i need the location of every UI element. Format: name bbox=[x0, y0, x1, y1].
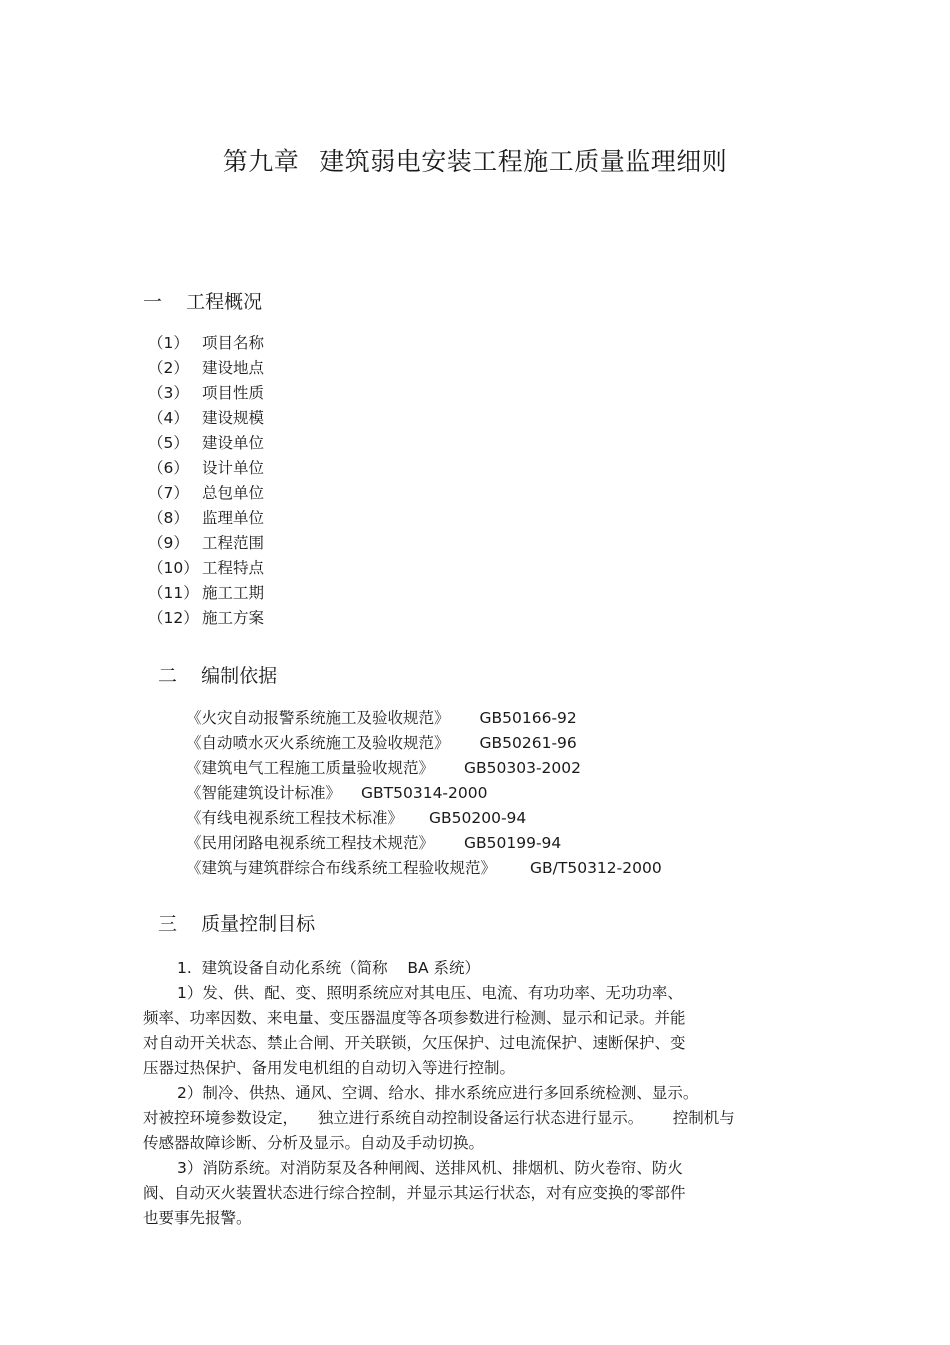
section-heading-overview bbox=[143, 287, 262, 314]
standard-reference bbox=[186, 731, 577, 753]
item-number: （6） bbox=[148, 459, 189, 477]
overview-item bbox=[148, 506, 264, 528]
standard-name: 《火灾自动报警系统施工及验收规范》 bbox=[186, 709, 450, 727]
page-title bbox=[0, 142, 950, 178]
section-number: 一 bbox=[143, 291, 163, 313]
item-label: 监理单位 bbox=[202, 509, 265, 527]
item-number: （4） bbox=[148, 409, 189, 427]
item-label: 工程范围 bbox=[202, 534, 265, 552]
standard-name: 《有线电视系统工程技术标准》 bbox=[186, 809, 404, 827]
item-number: （7） bbox=[148, 484, 189, 502]
standard-name: 《民用闭路电视系统工程技术规范》 bbox=[186, 834, 435, 852]
body-text-line: 传感器故障诊断、分析及显示。自动及手动切换。 bbox=[143, 1134, 485, 1152]
standard-code: GB50261-96 bbox=[479, 734, 577, 752]
item-number: （11） bbox=[148, 584, 199, 602]
standard-reference bbox=[186, 856, 662, 878]
item-label: 建设单位 bbox=[202, 434, 265, 452]
section-number: 三 bbox=[158, 913, 178, 935]
item-label: 总包单位 bbox=[202, 484, 265, 502]
overview-item bbox=[148, 431, 264, 453]
body-text-line: 1）发、供、配、变、照明系统应对其电压、电流、有功功率、无功功率、 bbox=[177, 984, 683, 1002]
body-text-line: 压器过热保护、备用发电机组的自动切入等进行控制。 bbox=[143, 1059, 516, 1077]
item-number: （8） bbox=[148, 509, 189, 527]
item-label: 施工方案 bbox=[202, 609, 265, 627]
standard-reference bbox=[186, 706, 577, 728]
overview-item bbox=[148, 606, 264, 628]
item-number: （2） bbox=[148, 359, 189, 377]
section-title: 工程概况 bbox=[186, 291, 263, 313]
item-number: （10） bbox=[148, 559, 199, 577]
standard-reference bbox=[186, 831, 561, 853]
standard-code: GBT50314-2000 bbox=[361, 784, 488, 802]
section-heading-basis bbox=[158, 661, 277, 688]
overview-item bbox=[148, 531, 264, 553]
item-label: 设计单位 bbox=[202, 459, 265, 477]
standard-code: GB/T50312-2000 bbox=[530, 859, 662, 877]
chapter-number: 第九章 bbox=[222, 147, 300, 176]
item-label: 施工工期 bbox=[202, 584, 265, 602]
overview-item bbox=[148, 331, 264, 353]
standard-reference bbox=[186, 756, 581, 778]
standard-code: GB50199-94 bbox=[464, 834, 562, 852]
overview-item bbox=[148, 356, 264, 378]
item-label: 项目名称 bbox=[202, 334, 265, 352]
standard-code: GB50166-92 bbox=[479, 709, 577, 727]
section-title: 编制依据 bbox=[201, 665, 278, 687]
item-label: 建设地点 bbox=[202, 359, 265, 377]
item-label: 建设规模 bbox=[202, 409, 265, 427]
item-label: 工程特点 bbox=[202, 559, 265, 577]
standard-name: 《建筑与建筑群综合布线系统工程验收规范》 bbox=[186, 859, 497, 877]
section-number: 二 bbox=[158, 665, 178, 687]
overview-item bbox=[148, 456, 264, 478]
overview-item bbox=[148, 481, 264, 503]
standard-name: 《智能建筑设计标准》 bbox=[186, 784, 342, 802]
standard-code: GB50303-2002 bbox=[464, 759, 582, 777]
body-text-line: 阀、自动灭火装置状态进行综合控制，并显示其运行状态，对有应变换的零部件 bbox=[143, 1184, 686, 1202]
body-text-line: 对被控环境参数设定， 独立进行系统自动控制设备运行状态进行显示。 控制机与 bbox=[143, 1109, 735, 1127]
section-title: 质量控制目标 bbox=[201, 913, 316, 935]
item-number: （12） bbox=[148, 609, 199, 627]
body-text-line: 2）制冷、供热、通风、空调、给水、排水系统应进行多回系统检测、显示。 bbox=[177, 1084, 699, 1102]
standard-code: GB50200-94 bbox=[429, 809, 527, 827]
item-number: （3） bbox=[148, 384, 189, 402]
section-heading-quality-goals bbox=[158, 909, 315, 936]
overview-item bbox=[148, 381, 264, 403]
chapter-name: 建筑弱电安装工程施工质量监理细则 bbox=[319, 147, 728, 176]
standard-name: 《自动喷水灭火系统施工及验收规范》 bbox=[186, 734, 450, 752]
body-text-line: 也要事先报警。 bbox=[143, 1209, 252, 1227]
overview-item bbox=[148, 581, 264, 603]
standard-reference bbox=[186, 806, 526, 828]
body-text-line: 3）消防系统。对消防泵及各种闸阀、送排风机、排烟机、防火卷帘、防火 bbox=[177, 1159, 683, 1177]
body-text-line: 1. 建筑设备自动化系统（简称 BA 系统） bbox=[177, 959, 481, 977]
overview-item bbox=[148, 406, 264, 428]
overview-item bbox=[148, 556, 264, 578]
item-number: （1） bbox=[148, 334, 189, 352]
standard-name: 《建筑电气工程施工质量验收规范》 bbox=[186, 759, 435, 777]
item-number: （9） bbox=[148, 534, 189, 552]
item-number: （5） bbox=[148, 434, 189, 452]
item-label: 项目性质 bbox=[202, 384, 265, 402]
standard-reference bbox=[186, 781, 487, 803]
body-text-line: 对自动开关状态、禁止合闸、开关联锁，欠压保护、过电流保护、速断保护、变 bbox=[143, 1034, 686, 1052]
body-text-line: 频率、功率因数、来电量、变压器温度等各项参数进行检测、显示和记录。并能 bbox=[143, 1009, 686, 1027]
